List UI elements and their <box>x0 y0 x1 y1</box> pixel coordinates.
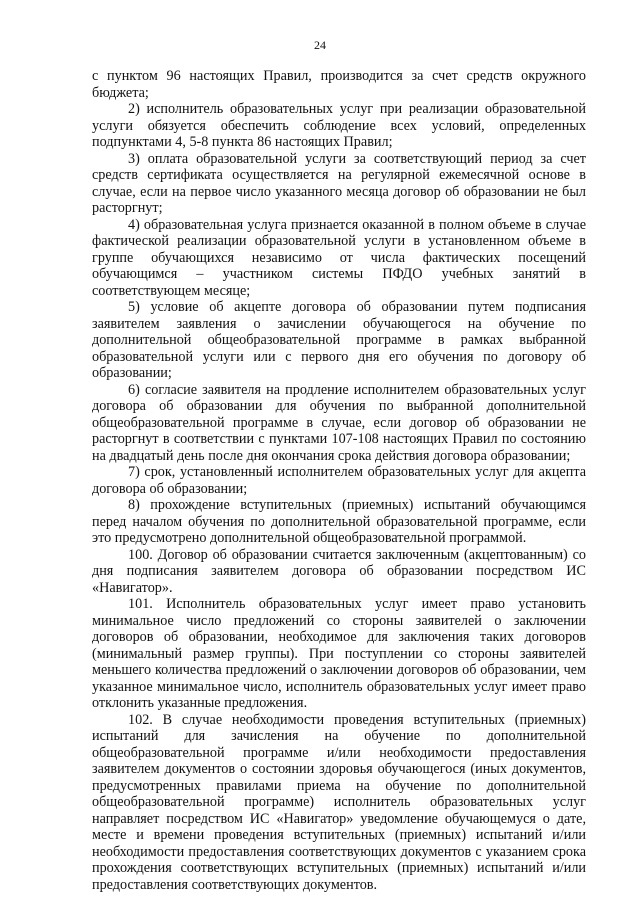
paragraph-item-2: 2) исполнитель образовательных услуг при реализации образовательной услуги обязуется обеспечить соблюдение всех условий, определенных подпунктами 4, 5-8 пункта 86 настоящих Правил; <box>92 101 586 150</box>
paragraph-item-8: 8) прохождение вступительных (приемных) испытаний обучающимся перед началом обучения по дополнительной образовательной программе, если это предусмотрено дополнительной общеобразовательной программой. <box>92 497 586 546</box>
paragraph-clause-102: 102. В случае необходимости проведения вступительных (приемных) испытаний для зачисления на обучение по дополнительной общеобразовательной программе и/или необходимости предоставления заявителем документов о состоянии здоровья обучающегося (иных документов, предусмотренных правилами приема на обучение по дополнительной общеобразовательной программе) исполнитель образовательных услуг направляет посредством ИС «Навигатор» уведомление обучающемуся о дате, месте и времени проведения вступительных (приемных) испытаний и/или необходимости предоставления соответствующих документов с указанием срока прохождения соответствующих вступительных (приемных) испытаний и/или предоставления соответствующих документов. <box>92 711 586 893</box>
document-body <box>92 68 586 893</box>
paragraph-item-3: 3) оплата образовательной услуги за соответствующий период за счет средств сертификата осуществляется на регулярной ежемесячной основе в случае, если на первое число указанного месяца договор об образовании не был расторгнут; <box>92 150 586 216</box>
page-number: 24 <box>314 38 326 52</box>
paragraph-item-7: 7) срок, установленный исполнителем образовательных услуг для акцепта договора об образовании; <box>92 464 586 497</box>
paragraph-clause-100: 100. Договор об образовании считается заключенным (акцептованным) со дня подписания заявителем договора об образовании посредством ИС «Навигатор». <box>92 546 586 596</box>
paragraph-item-4: 4) образовательная услуга признается оказанной в полном объеме в случае фактической реализации образовательной услуги в установленном объеме в группе обучающихся независимо от числа фактических посещений обучающимся – участником системы ПФДО учебных занятий в соответствующем месяце; <box>92 216 586 299</box>
paragraph-continuation: с пунктом 96 настоящих Правил, производится за счет средств окружного бюджета; <box>92 68 586 101</box>
paragraph-item-5: 5) условие об акцепте договора об образовании путем подписания заявителем заявления о зачислении обучающегося на обучение по дополнительной общеобразовательной программе в рамках выбранной образовательной услуги или с первого дня его обучения по договору об образовании; <box>92 299 586 381</box>
paragraph-clause-101: 101. Исполнитель образовательных услуг имеет право установить минимальное число предложений со стороны заявителей о заключении договоров об образовании, необходимое для заключения таких договоров (минимальный размер группы). При поступлении со стороны заявителей меньшего количества предложений о заключении договоров об образовании, чем указанное минимальное число, исполнитель образовательных услуг имеет право отклонить указанные предложения. <box>92 596 586 711</box>
paragraph-item-6: 6) согласие заявителя на продление исполнителем образовательных услуг договора об образовании для обучения по выбранной дополнительной общеобразовательной программе в случае, если договор об образовании не расторгнут в соответствии с пунктами 107-108 настоящих Правил по состоянию на двадцатый день после дня окончания срока действия договора образовании; <box>92 381 586 464</box>
